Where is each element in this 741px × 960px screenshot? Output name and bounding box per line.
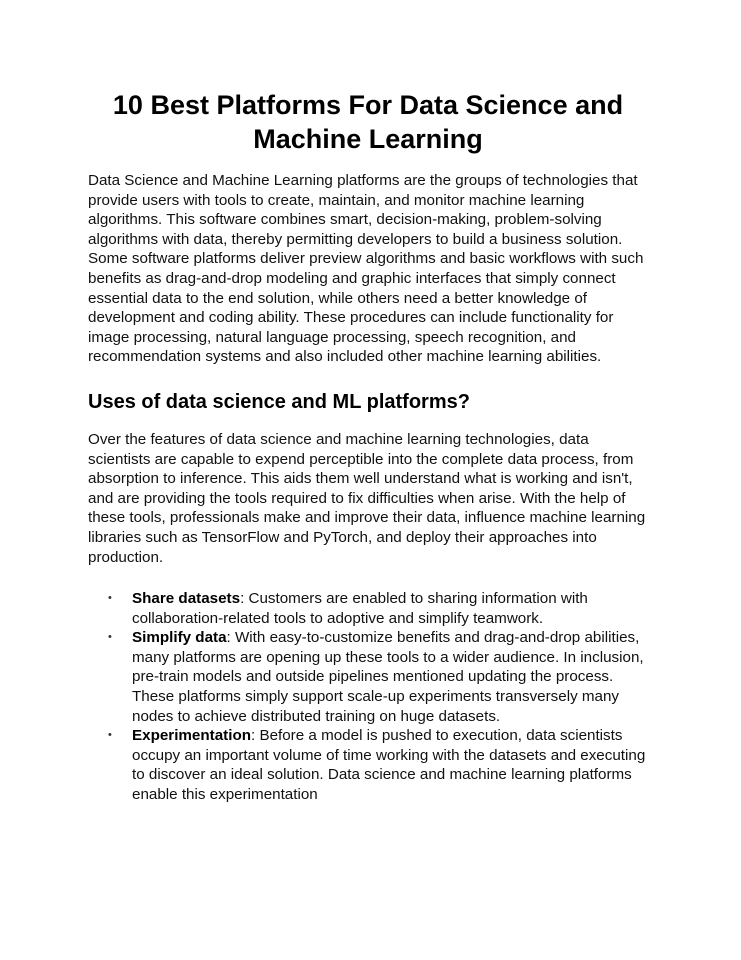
uses-paragraph: Over the features of data science and machine learning technologies, data scientists are capable to expend perceptible into the complete data process, from absorption to inference. This aids them well understand what is working and isn't, and are providing the tools required to fix difficulties when arise. With the help of these tools, professionals make and improve their data, influence machine learning libraries such as TensorFlow and PyTorch, and deploy their approaches into production.: [88, 430, 646, 566]
bullet-term: Experimentation: [132, 727, 251, 745]
bullet-item-experimentation: [88, 726, 648, 804]
bullet-item-share-datasets: [88, 589, 648, 628]
document-title: 10 Best Platforms For Data Science and Machine Learning: [112, 90, 624, 154]
bullet-text: : Before a model is pushed to execution, data scientists occupy an important volume of time working with the datasets and executing to discover an ideal solution. Data science and machine learning platforms enable this experimentation: [132, 727, 646, 804]
bullet-text: : Customers are enabled to sharing information with collaboration-related tools to adoptive and simplify teamwork.: [132, 590, 588, 627]
bullet-term: Share datasets: [132, 590, 241, 608]
bullet-list: [88, 589, 648, 805]
bullet-text: : With easy-to-customize benefits and drag-and-drop abilities, many platforms are opening up these tools to a wider audience. In inclusion, pre-train models and outside pipelines mentioned updating the process. These platforms simply support scale-up experiments transversely many nodes to achieve distributed training on huge datasets.: [132, 629, 644, 725]
bullet-icon: •: [108, 592, 112, 605]
section-heading: Uses of data science and ML platforms?: [88, 390, 470, 413]
bullet-icon: •: [108, 631, 112, 644]
document-page: [88, 88, 648, 805]
intro-paragraph: Data Science and Machine Learning platforms are the groups of technologies that provide users with tools to create, maintain, and monitor machine learning algorithms. This software combines smart, decision-making, problem-solving algorithms with data, thereby permitting developers to build a business solution. Some software platforms deliver preview algorithms and basic workflows with such benefits as drag-and-drop modeling and graphic interfaces that simply connect essential data to the end solution, while others need a better knowledge of development and coding ability. These procedures can include functionality for image processing, natural language processing, speech recognition, and recommendation systems and also included other machine learning abilities.: [88, 172, 644, 366]
bullet-item-simplify-data: [88, 628, 648, 726]
bullet-term: Simplify data: [132, 629, 227, 647]
bullet-icon: •: [108, 729, 112, 742]
